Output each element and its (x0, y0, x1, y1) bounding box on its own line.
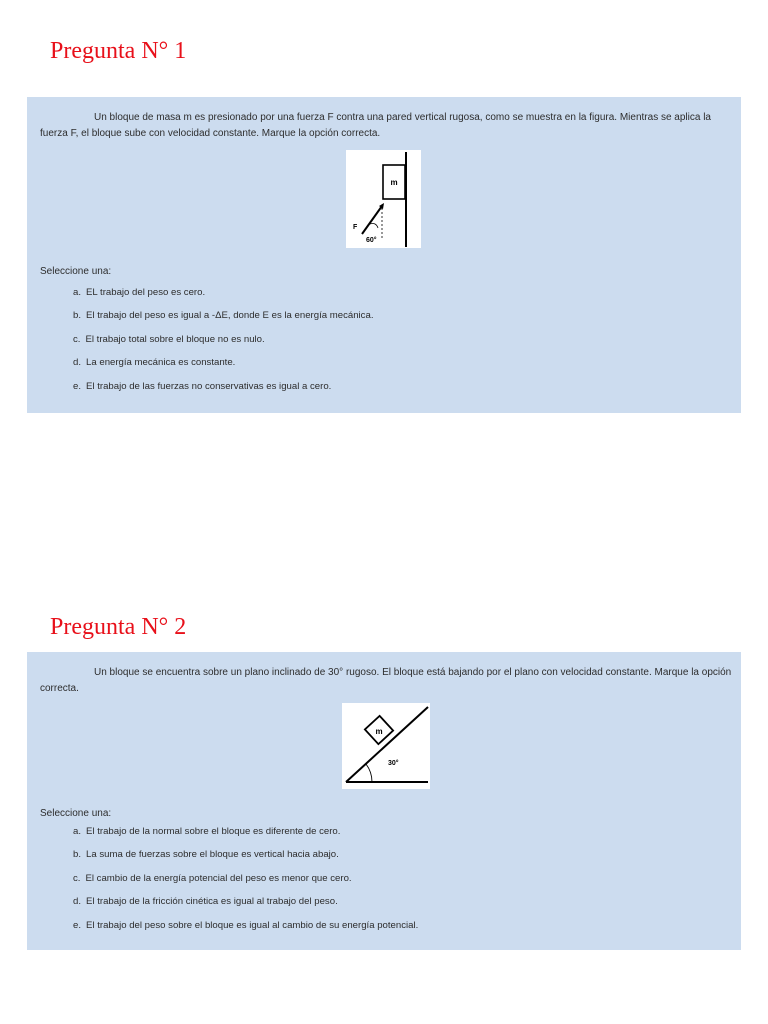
option-d[interactable] (73, 356, 373, 379)
select-one-label: Seleccione una: (40, 808, 112, 819)
question-2-figure (342, 703, 430, 789)
select-one-label: Seleccione una: (40, 266, 112, 277)
question-1-title: Pregunta N° 1 (50, 38, 187, 64)
question-1-options (73, 286, 373, 403)
option-text: El trabajo del peso es igual a -ΔE, donde E es la energía mecánica. (86, 310, 374, 322)
option-text: El trabajo total sobre el bloque no es nulo. (85, 333, 265, 345)
option-letter: a. (73, 826, 82, 837)
option-b[interactable] (73, 848, 418, 871)
option-text: La energía mecánica es constante. (86, 357, 236, 369)
question-1-panel (27, 97, 741, 413)
block-label: m (390, 178, 398, 187)
option-letter: d. (73, 357, 82, 369)
option-text: El trabajo de la normal sobre el bloque es diferente de cero. (86, 826, 341, 837)
question-2-options (73, 825, 418, 942)
option-a[interactable] (73, 286, 373, 309)
option-letter: c. (73, 333, 81, 345)
option-letter: b. (73, 849, 82, 861)
option-letter: d. (73, 896, 82, 908)
question-2-title: Pregunta N° 2 (50, 614, 187, 640)
question-1-stem: Un bloque de masa m es presionado por una fuerza F contra una pared vertical rugosa, como se muestra en la figura. Mientras se aplica la fuerza F, el bloque sube con velocidad constante. Marque la opción correcta. (40, 112, 711, 139)
option-text: El trabajo de la fricción cinética es igual al trabajo del peso. (86, 896, 338, 908)
option-text: La suma de fuerzas sobre el bloque es vertical hacia abajo. (86, 849, 339, 861)
angle-arc (370, 224, 378, 229)
option-d[interactable] (73, 895, 418, 918)
incline-diagram (342, 703, 430, 789)
option-letter: b. (73, 310, 82, 322)
force-arrow (362, 206, 382, 234)
option-text: El trabajo de las fuerzas no conservativas es igual a cero. (86, 380, 332, 392)
option-a[interactable] (73, 825, 418, 848)
option-text: El cambio de la energía potencial del peso es menor que cero. (85, 872, 352, 884)
option-c[interactable] (73, 872, 418, 895)
angle-arc (366, 764, 372, 782)
angle-label: 30° (388, 760, 399, 767)
wall-block-diagram (346, 150, 421, 248)
option-letter: a. (73, 287, 82, 298)
incline-line (346, 707, 428, 782)
option-e[interactable] (73, 919, 418, 942)
option-e[interactable] (73, 380, 373, 403)
option-letter: e. (73, 919, 82, 931)
angle-label: 60° (366, 237, 377, 244)
question-2-stem: Un bloque se encuentra sobre un plano inclinado de 30° rugoso. El bloque está bajando por el plano con velocidad constante. Marque la opción correcta. (40, 667, 732, 694)
option-letter: e. (73, 380, 82, 392)
option-letter: c. (73, 872, 81, 884)
question-1-figure (346, 150, 421, 248)
option-b[interactable] (73, 309, 373, 332)
block-label: m (375, 727, 383, 736)
force-label: F (353, 224, 358, 231)
question-2-panel (27, 652, 741, 950)
option-text: EL trabajo del peso es cero. (86, 287, 206, 298)
option-text: El trabajo del peso sobre el bloque es igual al cambio de su energía potencial. (86, 919, 419, 931)
option-c[interactable] (73, 333, 373, 356)
